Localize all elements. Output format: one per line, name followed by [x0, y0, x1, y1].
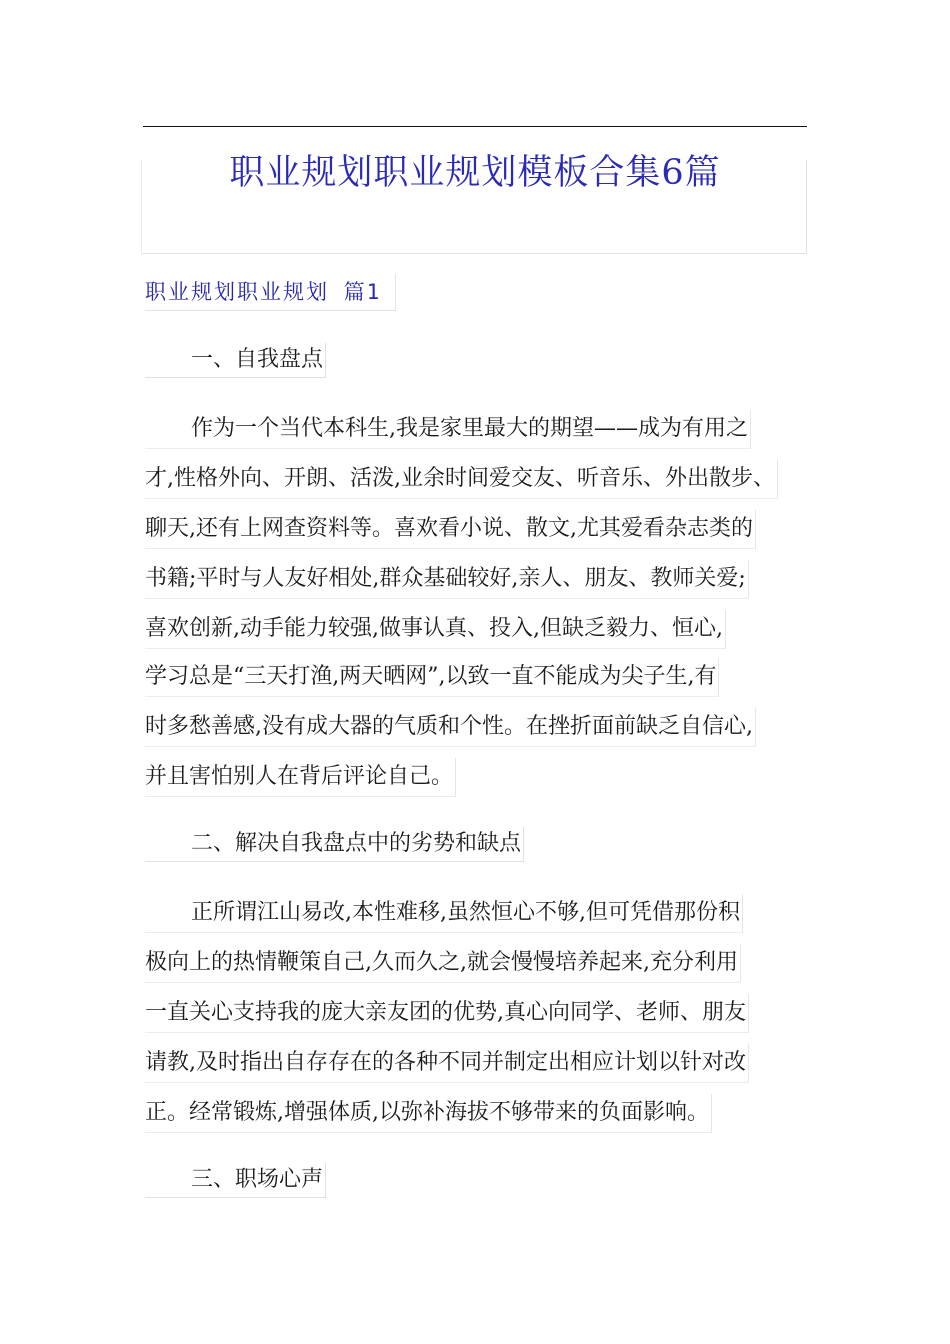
- paragraph-line: 一直关心支持我的庞大亲友团的优势,真心向同学、老师、朋友: [145, 994, 749, 1033]
- paragraph-line: 正所谓江山易改,本性难移,虽然恒心不够,但可凭借那份积: [145, 894, 743, 933]
- paragraph-line: 并且害怕别人在背后评论自己。: [145, 758, 456, 797]
- paragraph-line: 才,性格外向、开朗、活泼,业余时间爱交友、听音乐、外出散步、: [145, 460, 778, 499]
- heading-self-assessment: 一、自我盘点: [145, 343, 326, 378]
- section-title: 职业规划职业规划 篇1: [145, 274, 396, 311]
- top-rule: [143, 126, 807, 127]
- paragraph-line: 作为一个当代本科生,我是家里最大的期望——成为有用之: [145, 410, 751, 449]
- heading-workplace-voice: 三、职场心声: [145, 1163, 326, 1198]
- paragraph-line: 书籍;平时与人友好相处,群众基础较好,亲人、朋友、教师关爱;: [145, 560, 749, 599]
- heading-weakness-solution: 二、解决自我盘点中的劣势和缺点: [145, 827, 524, 862]
- paragraph-line: 正。经常锻炼,增强体质,以弥补海拔不够带来的负面影响。: [145, 1094, 712, 1133]
- paragraph-line: 喜欢创新,动手能力较强,做事认真、投入,但缺乏毅力、恒心,: [145, 610, 726, 649]
- document-title: 职业规划职业规划模板合集6篇: [229, 153, 721, 193]
- paragraph-line: 学习总是“三天打渔,两天晒网”,以致一直不能成为尖子生,有: [145, 658, 719, 697]
- paragraph-line: 时多愁善感,没有成大器的气质和个性。在挫折面前缺乏自信心,: [145, 708, 756, 747]
- paragraph-line: 请教,及时指出自存存在的各种不同并制定出相应计划以针对改: [145, 1044, 749, 1083]
- paragraph-line: 极向上的热情鞭策自己,久而久之,就会慢慢培养起来,充分利用: [145, 944, 741, 983]
- paragraph-line: 聊天,还有上网查资料等。喜欢看小说、散文,尤其爱看杂志类的: [145, 510, 756, 549]
